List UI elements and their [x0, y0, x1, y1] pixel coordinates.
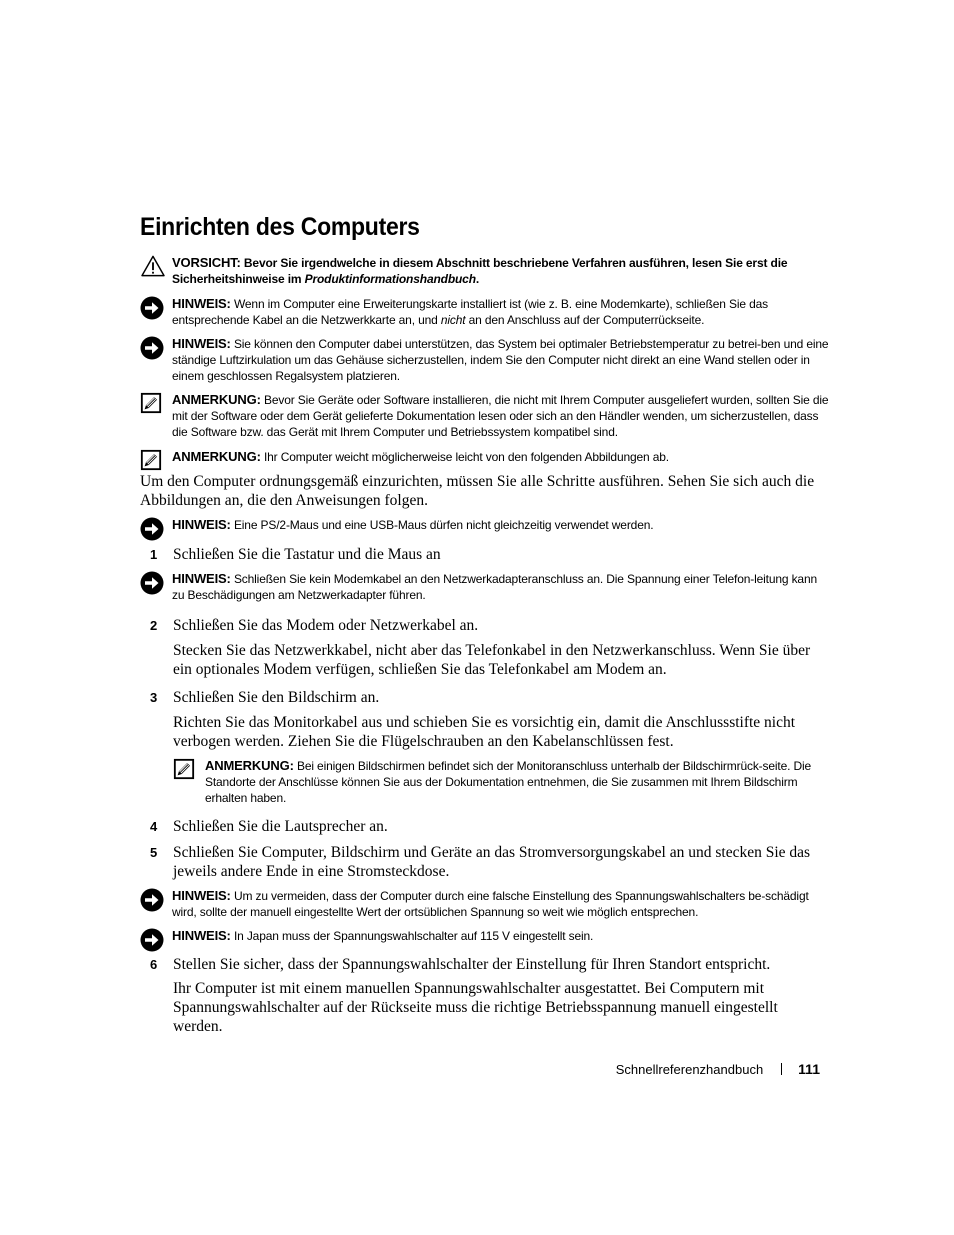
step-number: 1 [150, 547, 158, 562]
hinweis-body: In Japan muss der Spannungswahlschalter auf 115 V eingestellt sein. [233, 929, 594, 943]
hinweis-tail: an den Anschluss auf der Computerrückseite. [465, 313, 705, 327]
step-text: Schließen Sie das Modem oder Netzwerkabel an. [173, 617, 479, 634]
anmerkung-body: Ihr Computer weicht möglicherweise leicht von den folgenden Abbildungen ab. [263, 450, 669, 464]
caution-notice [140, 255, 830, 287]
hinweis-body: Eine PS/2-Maus und eine USB-Maus dürfen nicht gleichzeitig verwendet werden. [233, 518, 654, 532]
hinweis-label: HINWEIS: [172, 296, 231, 311]
footer-book-title: Schnellreferenzhandbuch [615, 1062, 764, 1077]
step-number: 6 [150, 957, 158, 972]
hinweis-body: Sie können den Computer dabei unterstützen, das System bei optimaler Betriebstemperatur zu betrei-ben und eine ständige Luftzirkulation um das Gehäuse sicherzustellen, indem Sie den Computer nicht direkt an eine Wand stellen oder in einem geschlossen Regalsystem platzieren. [172, 337, 829, 383]
note-pencil-icon [140, 392, 162, 414]
step-2 [150, 616, 830, 635]
hinweis-arrow-icon [140, 336, 164, 360]
step-number: 5 [150, 845, 158, 860]
caution-label: VORSICHT: [172, 255, 241, 270]
step-3-detail: Richten Sie das Monitorkabel aus und schieben Sie es vorsichtig ein, damit die Anschlussstifte nicht verbogen werden. Ziehen Sie die Flügelschrauben an den Kabelanschlüssen fest. [173, 714, 796, 750]
anmerkung-notice-2 [140, 449, 830, 465]
page-footer [560, 1061, 820, 1077]
intro-paragraph: Um den Computer ordnungsgemäß einzurichten, müssen Sie alle Schritte ausführen. Sehen Sie sich auch die Abbildungen an, die den Anweisungen folgen. [140, 473, 815, 509]
hinweis-body: Wenn im Computer eine Erweiterungskarte installiert ist (wie z. B. eine Modemkarte), schließen Sie das entsprechende Kabel an die Netzwerkkarte an, und [172, 297, 768, 327]
step-5 [150, 843, 830, 881]
step-text: Schließen Sie den Bildschirm an. [173, 689, 380, 706]
hinweis-arrow-icon [140, 296, 164, 320]
hinweis-notice-2 [140, 336, 830, 384]
page-number: 111 [798, 1061, 820, 1077]
anmerkung-label: ANMERKUNG: [172, 392, 261, 407]
hinweis-arrow-icon [140, 571, 164, 595]
anmerkung-body: Bei einigen Bildschirmen befindet sich der Monitoranschluss unterhalb der Bildschirmrück-seite. Die Standorte der Anschlüsse können Sie aus der Dokumentation entnehmen, die Sie zusammen mit Ihrem Bildschirm erhalten haben. [205, 759, 812, 805]
hinweis-notice-4 [140, 571, 830, 603]
step-text: Schließen Sie die Tastatur und die Maus an [173, 546, 441, 563]
hinweis-notice-3 [140, 517, 830, 533]
anmerkung-label: ANMERKUNG: [205, 758, 294, 773]
hinweis-body: Schließen Sie kein Modemkabel an den Netzwerkadapteranschluss an. Die Spannung einer Telefon-leitung kann zu Beschädigungen am Netzwerkadapter führen. [172, 572, 818, 602]
hinweis-notice-1 [140, 296, 830, 328]
hinweis-arrow-icon [140, 928, 164, 952]
anmerkung-label: ANMERKUNG: [172, 449, 261, 464]
hinweis-notice-6 [140, 928, 830, 944]
step-1 [150, 545, 830, 564]
step-6-detail: Ihr Computer ist mit einem manuellen Spannungswahlschalter ausgestattet. Bei Computern mit Spannungswahlschalter auf der Rückseite muss die richtige Betriebsspannung manuell eingestellt werden. [173, 980, 778, 1035]
hinweis-body: Um zu vermeiden, dass der Computer durch eine falsche Einstellung des Spannungswahlschalters be-schädigt wird, sollte der manuell eingestellte Wert der ortsüblichen Spannung so weit wie möglich entsprechen. [172, 889, 809, 919]
anmerkung-body: Bevor Sie Geräte oder Software installieren, die nicht mit Ihrem Computer ausgeliefert wurden, sollten Sie die mit der Software oder dem Gerät gelieferte Dokumentation lesen oder sich an den Händler wenden, um sicherzustellen, dass die Software bzw. das Gerät mit Ihrem Computer und Betriebssystem kompatibel sind. [172, 393, 829, 439]
step-3 [150, 688, 830, 707]
footer-separator [781, 1063, 782, 1075]
step-number: 2 [150, 618, 158, 633]
hinweis-label: HINWEIS: [172, 571, 231, 586]
hinweis-emphasis: nicht [440, 313, 466, 327]
hinweis-arrow-icon [140, 888, 164, 912]
hinweis-label: HINWEIS: [172, 928, 231, 943]
step-text: Schließen Sie die Lautsprecher an. [173, 818, 388, 835]
step-number: 4 [150, 819, 158, 834]
anmerkung-notice-3 [173, 758, 823, 806]
note-pencil-icon [140, 449, 162, 471]
hinweis-arrow-icon [140, 517, 164, 541]
hinweis-label: HINWEIS: [172, 517, 231, 532]
step-6 [150, 955, 830, 974]
caution-tail: . [475, 272, 480, 286]
hinweis-notice-5 [140, 888, 830, 920]
page-title: Einrichten des Computers [140, 213, 420, 241]
hinweis-label: HINWEIS: [172, 888, 231, 903]
step-2-detail: Stecken Sie das Netzwerkkabel, nicht aber das Telefonkabel in den Netzwerkanschluss. Wenn Sie über ein optionales Modem verfügen, schließen Sie das Telefonkabel am Modem an. [173, 642, 811, 678]
step-4 [150, 817, 830, 836]
step-text: Stellen Sie sicher, dass der Spannungswahlschalter der Einstellung für Ihren Standort entspricht. [173, 956, 771, 973]
caution-emphasis: Produktinformationshandbuch [304, 272, 476, 286]
note-pencil-icon [173, 758, 195, 780]
caution-body: Bevor Sie irgendwelche in diesem Abschnitt beschriebene Verfahren ausführen, lesen Sie erst die Sicherheitshinweise im [172, 256, 788, 286]
warning-triangle-icon [140, 255, 166, 277]
step-text: Schließen Sie Computer, Bildschirm und Geräte an das Stromversorgungskabel an und stecken Sie das jeweils andere Ende in eine Stromsteckdose. [173, 844, 811, 880]
hinweis-label: HINWEIS: [172, 336, 231, 351]
step-number: 3 [150, 690, 158, 705]
anmerkung-notice-1 [140, 392, 830, 440]
